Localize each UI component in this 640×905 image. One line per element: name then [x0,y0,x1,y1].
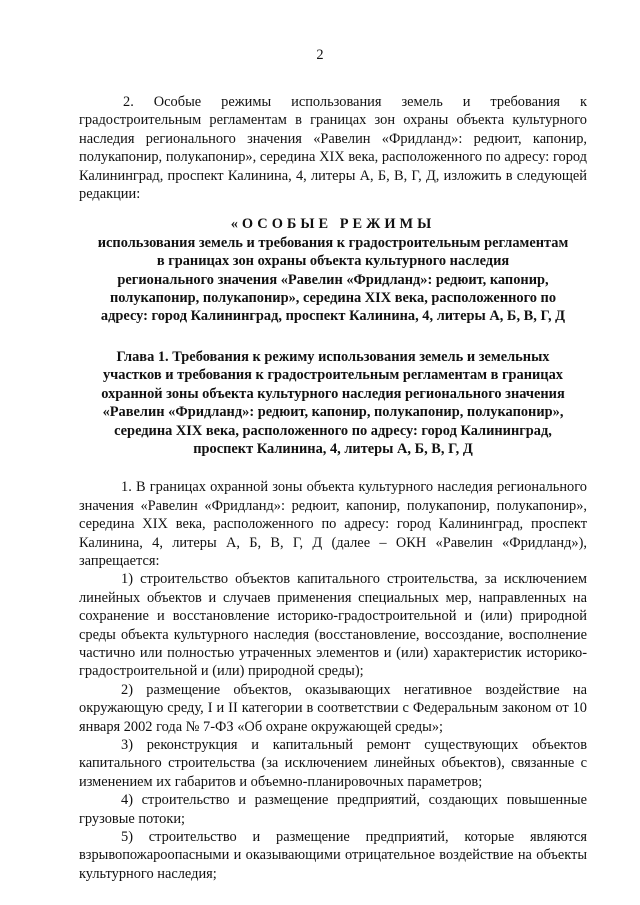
title-line-1: «ОСОБЫЕ РЕЖИМЫ [230,216,436,233]
chapter-line-5: середина XIX века, расположенного по адресу: город Калининград, [114,422,552,439]
chapter-line-3: охранной зоны объекта культурного наследия регионального значения [101,385,565,402]
list-item: 3) реконструкция и капитальный ремонт существующих объектов капитального строительства (за исключением линейных объектов), связанные с изменением их габаритов и объемно-планировочных параметров; [79,737,587,790]
title-line-3: в границах зон охраны объекта культурного наследия [156,253,510,270]
list-item: 2) размещение объектов, оказывающих негативное воздействие на окружающую среду, I и II категории в соответствии с Федеральным законом от 10 января 2002 года № 7-ФЗ «Об охране окружающей среды»; [79,681,587,735]
chapter-heading [79,348,587,458]
title-line-5: полукапонир, полукапонир», середина XIX века, расположенного по [109,290,557,307]
chapter-line-4: «Равелин «Фридланд»: редюит, капонир, полукапонир, полукапонир», [102,404,564,421]
chapter-line-1: Глава 1. Требования к режиму использования земель и земельных [116,348,550,365]
title-line-4: регионального значения «Равелин «Фридланд»: редюит, капонир, [117,271,549,288]
list-item: 5) строительство и размещение предприятий, которые являются взрывопожароопасными и оказывающими отрицательное воздействие на объекты культурного наследия; [79,829,587,882]
list-item: 4) строительство и размещение предприятий, создающих повышенные грузовые потоки; [79,792,587,827]
chapter-line-2: участков и требования к градостроительным регламентам в границах [102,367,563,384]
document-title [79,215,587,325]
intro-paragraph: 2. Особые режимы использования земель и требования к градостроительным регламентам в границах зон охраны объекта культурного наследия регионального значения «Равелин «Фридланд»: редюит, капонир, полукапонир, полукапонир», середина XIX века, расположенного по адресу: город Калининград, проспект Калинина, 4, литеры А, Б, В, Г, Д, изложить в следующей редакции: [79,94,587,203]
clause-1-paragraph: 1. В границах охранной зоны объекта культурного наследия регионального значения «Равелин «Фридланд»: редюит, капонир, полукапонир, полукапонир», середина XIX века, расположенного по адресу: город Калининград, проспект Калинина, 4, литеры А, Б, В, Г, Д (далее – ОКН «Равелин «Фридланд»), запрещается: [79,479,587,569]
page-number: 2 [316,47,324,63]
title-line-2: использования земель и требования к градостроительным регламентам [97,234,569,251]
chapter-line-6: проспект Калинина, 4, литеры А, Б, В, Г, Д [193,440,473,457]
title-line-6: адресу: город Калининград, проспект Калинина, 4, литеры А, Б, В, Г, Д [100,308,566,325]
list-item: 1) строительство объектов капитального строительства, за исключением линейных объектов и случаев применения специальных мер, направленных на сохранение и восстановление историко-градостроительной и (или) природной среды объекта культурного наследия (восстановление, воссоздание, восполнение частично или полностью утраченных элементов и (или) характеристик историко-градостроительной и (или) природной среды); [79,571,587,680]
document-body [79,93,587,883]
